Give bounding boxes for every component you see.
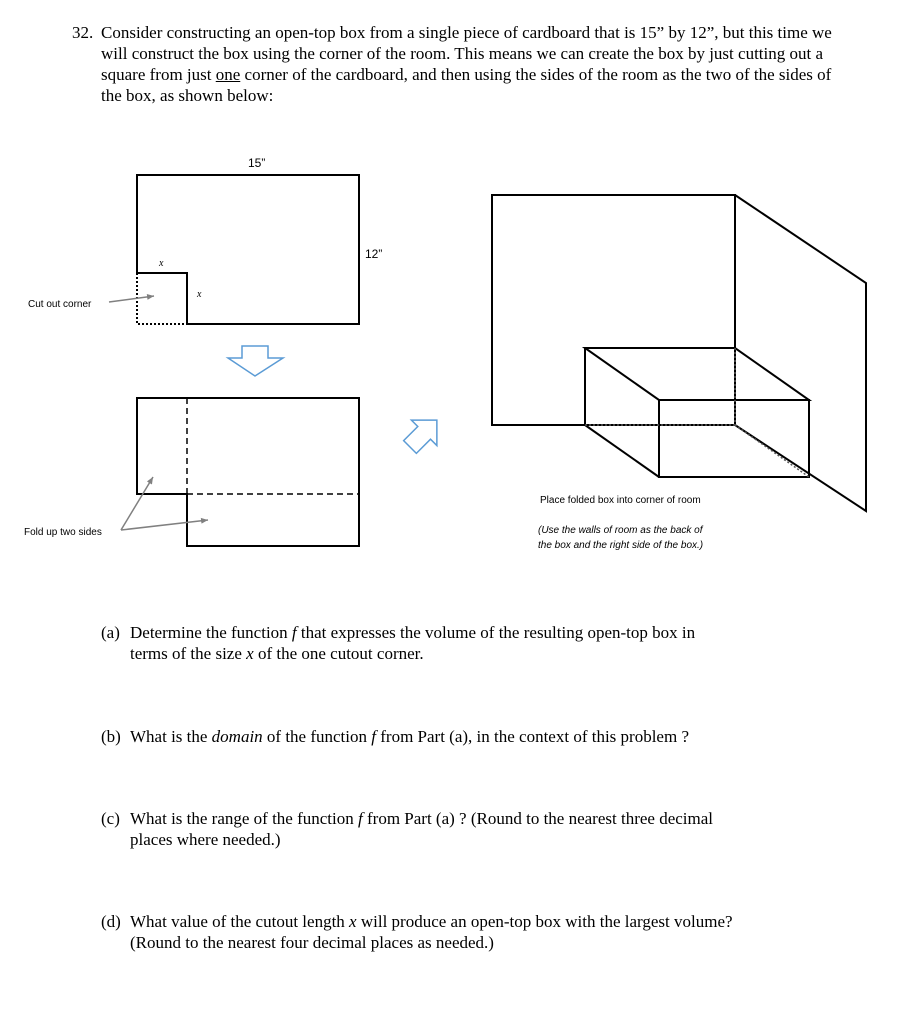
- right-wall: [735, 195, 866, 511]
- underlined-one: one: [215, 65, 241, 84]
- place-box-label: Place folded box into corner of room: [540, 495, 701, 506]
- question-d-label: (d): [101, 912, 121, 931]
- box-left-bottom-edge: [585, 425, 659, 477]
- cardboard-cut-corner-outline: [137, 175, 359, 324]
- height-label-12: 12”: [365, 247, 383, 261]
- cut-out-square-dotted: [137, 273, 187, 324]
- fold-arrow-right: [121, 520, 208, 530]
- fold-up-sides-label: Fold up two sides: [24, 527, 102, 538]
- down-arrow-icon: [228, 346, 283, 376]
- cut-out-corner-label: Cut out corner: [28, 299, 92, 310]
- walls-note-line1: (Use the walls of room as the back of: [538, 525, 703, 536]
- problem-number: 32.: [72, 23, 94, 42]
- question-c-text: What is the range of the function f from Part (a) ? (Round to the nearest three decimal places where needed.): [130, 809, 714, 849]
- box-top-rim: [585, 348, 809, 400]
- question-a: [101, 622, 821, 664]
- question-b-text: What is the domain of the function f from Part (a), in the context of this problem ?: [130, 727, 689, 746]
- diagonal-arrow-icon: [397, 407, 449, 459]
- question-d-text: What value of the cutout length x will produce an open-top box with the largest volume? (Round to the nearest four decimal places as needed.): [130, 912, 733, 952]
- question-d: [101, 911, 821, 953]
- cut-out-corner-arrow: [109, 296, 154, 302]
- question-a-label: (a): [101, 623, 120, 642]
- question-b: [101, 726, 821, 747]
- x-label-top: x: [159, 258, 164, 269]
- question-c: [101, 808, 821, 850]
- back-wall: [492, 195, 735, 425]
- question-a-text: Determine the function f that expresses the volume of the resulting open-top box in terms of the size x of the one cutout corner.: [130, 623, 696, 663]
- width-label-15: 15”: [248, 156, 266, 170]
- question-c-label: (c): [101, 809, 120, 828]
- x-label-side: x: [197, 289, 202, 300]
- question-b-label: (b): [101, 727, 121, 746]
- walls-note-line2: the box and the right side of the box.): [538, 540, 704, 551]
- problem-text: Consider constructing an open-top box from a single piece of cardboard that is 15” by 12”, but this time we will construct the box using the corner of the room. This means we can create the box by just cutting out a square from just one corner of the cardboard, and then using the sides of the room as the two of the sides of the box, as shown below:: [101, 23, 832, 105]
- box-hidden-right-bottom: [735, 425, 809, 477]
